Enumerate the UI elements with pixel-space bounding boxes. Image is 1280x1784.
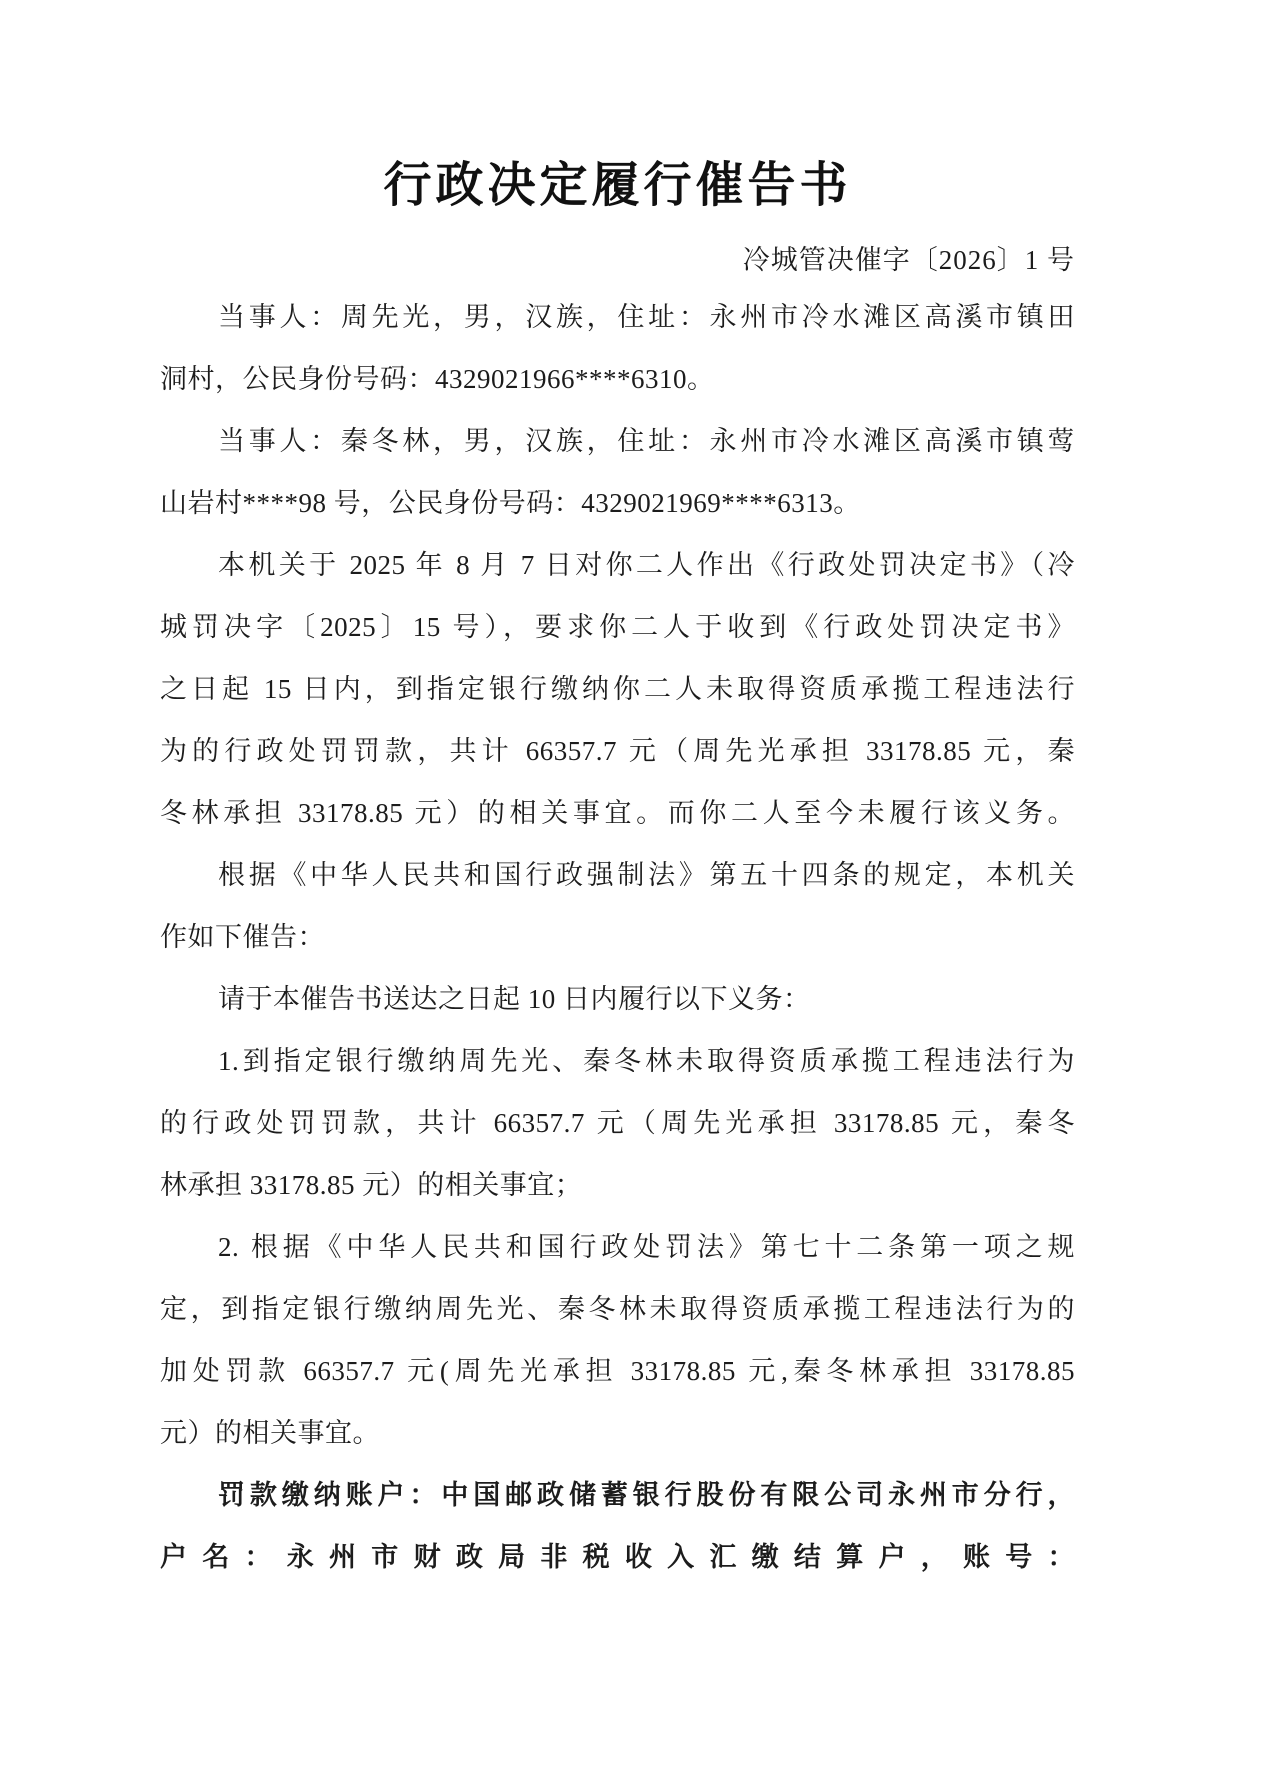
document-number: 冷城管决催字〔2026〕1 号 xyxy=(742,245,1075,275)
body-line: 之日起 15 日内，到指定银行缴纳你二人未取得资质承揽工程违法行 xyxy=(160,674,1075,705)
body-line: 元）的相关事宜。 xyxy=(160,1418,380,1449)
body-line: 加处罚款 66357.7 元(周先光承担 33178.85 元,秦冬林承担 33178.85 xyxy=(160,1356,1075,1387)
body-line: 罚款缴纳账户：中国邮政储蓄银行股份有限公司永州市分行， xyxy=(218,1480,1075,1511)
body-line: 山岩村****98 号，公民身份号码：4329021969****6313。 xyxy=(160,488,861,519)
body-line: 根据《中华人民共和国行政强制法》第五十四条的规定，本机关 xyxy=(218,860,1075,891)
body-line: 请于本催告书送达之日起 10 日内履行以下义务： xyxy=(218,984,811,1015)
body-line: 定，到指定银行缴纳周先光、秦冬林未取得资质承揽工程违法行为的 xyxy=(160,1294,1075,1325)
body-line: 当事人：周先光，男，汉族，住址：永州市冷水滩区高溪市镇田 xyxy=(218,302,1075,333)
body-line: 本机关于 2025 年 8 月 7 日对你二人作出《行政处罚决定书》（冷 xyxy=(218,550,1075,581)
body-line: 户名：永州市财政局非税收入汇缴结算户，账号： xyxy=(160,1542,1075,1573)
document-title: 行政决定履行催告书 xyxy=(383,159,852,212)
body-line: 冬林承担 33178.85 元）的相关事宜。而你二人至今未履行该义务。 xyxy=(160,798,1075,829)
body-line: 2. 根据《中华人民共和国行政处罚法》第七十二条第一项之规 xyxy=(218,1232,1075,1263)
body-line: 城罚决字〔2025〕15 号），要求你二人于收到《行政处罚决定书》 xyxy=(160,612,1075,643)
body-line: 洞村，公民身份号码：4329021966****6310。 xyxy=(160,364,715,395)
body-line: 为的行政处罚罚款，共计 66357.7 元（周先光承担 33178.85 元，秦 xyxy=(160,736,1075,767)
body-line: 当事人：秦冬林，男，汉族，住址：永州市冷水滩区高溪市镇莺 xyxy=(218,426,1075,457)
document-body xyxy=(160,286,1075,1588)
body-line: 作如下催告： xyxy=(160,922,325,953)
body-line: 的行政处罚罚款，共计 66357.7 元（周先光承担 33178.85 元，秦冬 xyxy=(160,1108,1075,1139)
body-line: 1.到指定银行缴纳周先光、秦冬林未取得资质承揽工程违法行为 xyxy=(218,1046,1075,1077)
body-line: 林承担 33178.85 元）的相关事宜； xyxy=(160,1170,583,1201)
